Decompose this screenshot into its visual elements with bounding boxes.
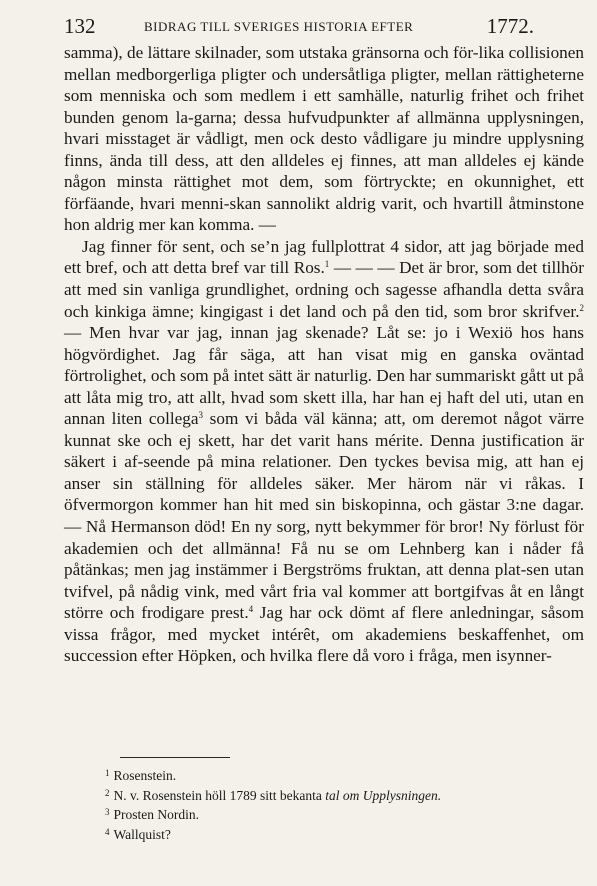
- footnote-reference: 3: [198, 410, 204, 421]
- page-number: 132: [64, 14, 96, 38]
- footnote-mark: 2: [105, 787, 110, 798]
- footnote-mark: 1: [105, 768, 110, 778]
- footnote-mark: 3: [105, 807, 110, 817]
- footnote-text: Rosenstein.: [113, 768, 177, 783]
- paragraph-text: Jag finner för sent, och se’n jag fullplottrat 4 sidor, att jag började med ett bref, och att detta bref var till Ros.: [64, 236, 584, 278]
- paragraph-text: — Men hvar var jag, innan jag skenade? Låt se: jo i Wexiö hos hans högvördighet. Jag får säga, att han visat mig en ganska oväntad förtrolighet, och som på intet sätt är naturlig. Den har summariskt gått ut på att låta mig tro, att allt, hvad som skett illa, har han ej haft del uti, utan en annan liten collega: [64, 323, 584, 429]
- paragraph: [64, 42, 584, 236]
- paragraph: [64, 236, 584, 667]
- footnote-rule: [120, 757, 230, 758]
- footnote: [105, 804, 575, 824]
- footnote-text: N. v. Rosenstein höll 1789 sitt bekanta: [113, 787, 326, 803]
- running-header: [64, 12, 534, 42]
- body-text: [64, 42, 584, 667]
- header-year: 1772.: [486, 14, 534, 38]
- footnote: [105, 765, 575, 785]
- footnote-reference: 1: [324, 259, 330, 270]
- paragraph-text: samma), de lättare skilnader, som utstaka gränsorna och för-lika collisionen mellan medborgerliga pligter och undersåtliga pligter, mellan rättigheterne som menniska och som medlem i ett samhälle, naturlig frihet och frihet bunden genom la-garna; dessa hufvudpunkter af allmänna upplysningen, hvari misstaget är vådligt, men ock desto vådligare ju mindre upplysning finns, ända till dess, att den alldeles ej finnes, att man alldeles ej kände någon minsta rättighet mot dem, som förtryckte; en okunnighet, ett förfäande, hvari menni-skan sannolikt aldrig varit, och hvartill åtminstone hon aldrig mer kan komma. —: [64, 43, 584, 235]
- footnote-reference: 2: [579, 302, 584, 313]
- footnote-text: Prosten Nordin.: [113, 807, 199, 822]
- paragraph-text: — — — Det är bror, som det tillhör att med sin vanliga grundlighet, ordning och sagesse afhandla detta svåra och kinkiga ämne; kingigast i det land och på den tid, som bror skrifver.: [64, 258, 584, 321]
- footnote: [105, 785, 575, 805]
- footnote-reference: 4: [248, 604, 254, 615]
- footnote-text: Wallquist?: [113, 826, 171, 842]
- running-title: BIDRAG TILL SVERIGES HISTORIA EFTER: [144, 19, 414, 34]
- paragraph-text: Jag har ock dömt af flere anledningar, såsom vissa frågor, med mycket intérêt, om akademiens beskaffenhet, om succession efter Höpken, och hvilka flere då voro i fråga, men isynner-: [64, 603, 584, 666]
- paragraph-text: som vi båda väl känna; att, om deremot något värre kunnat ske och ej skett, har det varit hans mérite. Denna justification är säkert i af-seende på mina relationer. Den tyckes bevisa mig, att han ej anser sin ställning för alldeles säker. Mer härom när vi råkas. I öfvermorgon kommer han hit med sin biskopinna, och gästar 3:ne dagar. — Nå Hermanson död! En ny sorg, nytt bekymmer för bror! Ny förlust för akademien och det allmänna! Få nu se om Lehnberg kan i nåder få påtänkas; men jag instämmer i Bergströms fruktan, att denna plat-sen utan tvifvel, på nådig vink, med vårt fria val kommer att bortgifvas åt en långt större och frodigare prest.: [64, 409, 584, 623]
- footnote-mark: 4: [105, 826, 110, 837]
- footnote: [105, 824, 575, 844]
- footnote-italic-text: tal om Upplysningen.: [325, 787, 442, 803]
- footnotes: [105, 765, 575, 843]
